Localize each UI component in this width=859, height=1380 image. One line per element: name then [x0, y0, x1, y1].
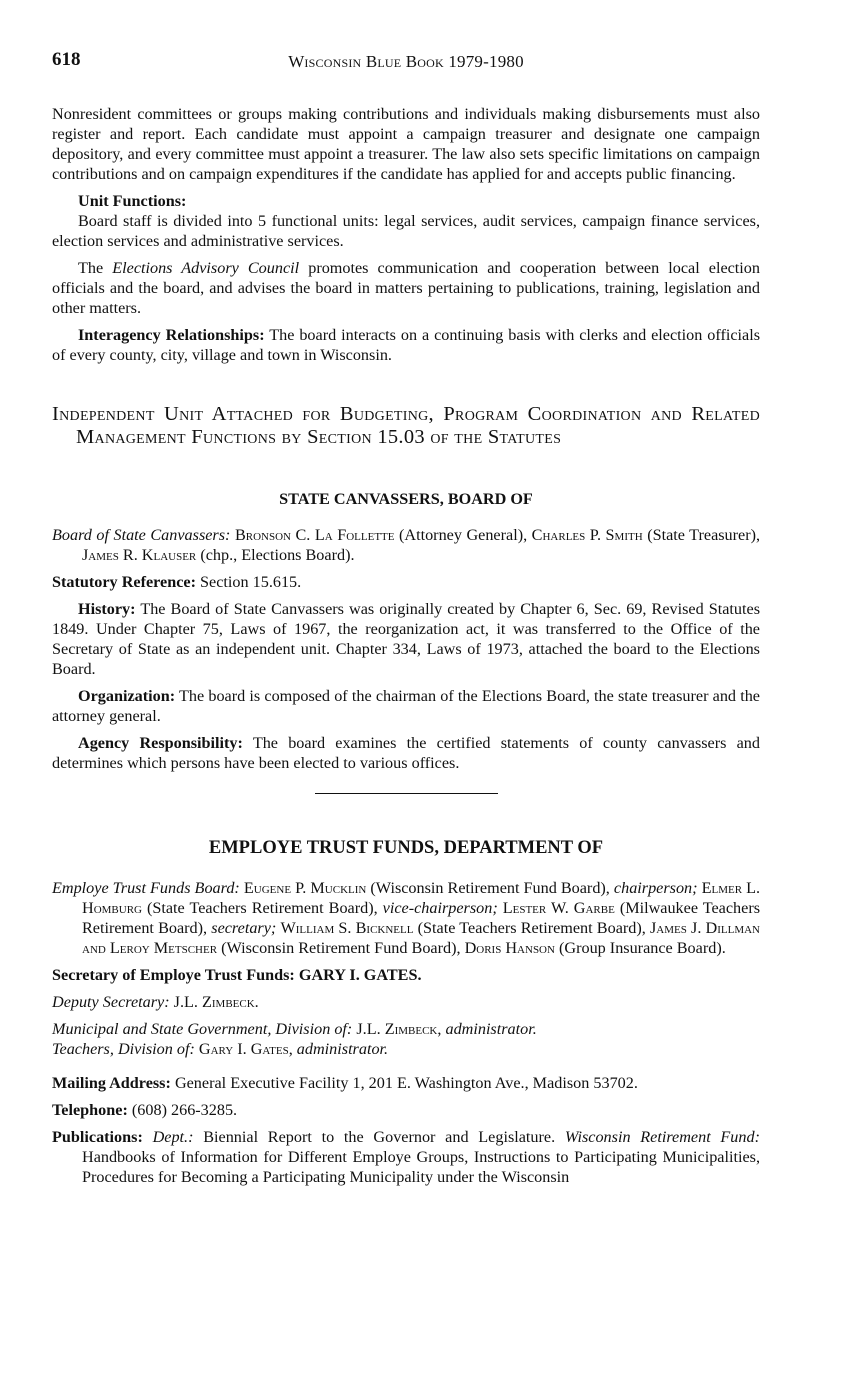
history-text: The Board of State Canvassers was originally created by Chapter 6, Sec. 69, Revised Statutes 1849. Under Chapter 75, Laws of 1967, the reorganization act, it was transferred to the Office of the Secretary of State as an independent unit. Chapter 334, Laws of 1973, attached the board to the Elections Board. — [52, 600, 760, 678]
deputy-label: Deputy Secretary: — [52, 993, 170, 1011]
board-member-org-1: (Wisconsin Retirement Fund Board), — [370, 879, 610, 897]
council-prefix: The — [78, 259, 104, 277]
publications-paragraph — [52, 1127, 760, 1187]
running-head — [52, 50, 760, 74]
canvasser-name-3: James R. Klauser — [82, 546, 197, 564]
mailing-text: General Executive Facility 1, 201 E. Washington Ave., Madison 53702. — [174, 1074, 638, 1092]
teachers-division-line — [52, 1039, 760, 1059]
municipal-name: J.L. Zimbeck, — [356, 1020, 442, 1038]
book-title: Wisconsin Blue Book 1979-1980 — [288, 52, 524, 71]
organization-label: Organization: — [78, 687, 176, 705]
board-member-org-6: (Group Insurance Board). — [559, 939, 726, 957]
canvassers-board — [52, 525, 760, 565]
canvasser-name-2: Charles P. Smith — [531, 526, 643, 544]
organization-text: The board is composed of the chairman of the Elections Board, the state treasurer and the attorney general. — [52, 687, 760, 725]
publications-label: Publications: — [52, 1128, 143, 1146]
board-member-name-1: Eugene P. Mucklin — [243, 879, 367, 897]
deputy-line — [52, 992, 760, 1012]
teachers-label: Teachers, Division of: — [52, 1040, 195, 1058]
section-divider — [315, 793, 498, 794]
trust-funds-title: EMPLOYE TRUST FUNDS, DEPARTMENT OF — [208, 838, 604, 858]
publications-fund-label: Wisconsin Retirement Fund: — [564, 1128, 760, 1146]
interagency-paragraph — [52, 325, 760, 365]
canvasser-role-2: (State Treasurer), — [647, 526, 761, 544]
history-label: History: — [78, 600, 136, 618]
advisory-council-paragraph — [52, 258, 760, 318]
section-heading: Independent Unit Attached for Budgeting, Program Coordination and Related Management Functions by Section 15.03 of the Statutes — [52, 403, 760, 448]
canvassers-title: STATE CANVASSERS, BOARD OF — [279, 490, 533, 508]
secretary-line — [52, 965, 760, 985]
page-number: 618 — [52, 49, 81, 70]
teachers-role: administrator. — [296, 1040, 389, 1058]
responsibility-label: Agency Responsibility: — [78, 734, 243, 752]
municipal-division-line — [52, 1019, 760, 1039]
unit-functions-label: Unit Functions: — [78, 192, 187, 210]
interagency-text: The board interacts on a continuing basis with clerks and election officials of every county, city, village and town in Wisconsin. — [52, 326, 760, 364]
responsibility-paragraph — [52, 733, 760, 773]
statutory-text: Section 15.615. — [200, 573, 302, 591]
interagency-label: Interagency Relationships: — [78, 326, 265, 344]
publications-dept-label: Dept.: — [152, 1128, 194, 1146]
board-member-name-5: James J. Dillman and Leroy Metscher — [82, 919, 760, 957]
canvasser-name-1: Bronson C. La Follette — [234, 526, 395, 544]
telephone-label: Telephone: — [52, 1101, 128, 1119]
responsibility-text: The board examines the certified statements of county canvassers and determines which persons have been elected to various offices. — [52, 734, 760, 772]
secretary-label: Secretary of Employe Trust Funds: — [52, 966, 295, 984]
board-member-name-6: Doris Hanson — [464, 939, 555, 957]
secretary-name: GARY I. GATES. — [298, 966, 422, 984]
unit-functions-heading — [52, 191, 760, 211]
book-page — [52, 50, 760, 1194]
publications-fund-text: Handbooks of Information for Different Employe Groups, Instructions to Participating Municipalities, Procedures for Becoming a Participating Municipality under the Wisconsin — [82, 1148, 760, 1186]
board-member-name-3: Lester W. Garbe — [502, 899, 615, 917]
teachers-name: Gary I. Gates, — [198, 1040, 293, 1058]
history-paragraph — [52, 599, 760, 679]
publications-dept-text: Biennial Report to the Governor and Legislature. — [203, 1128, 556, 1146]
statutory-reference — [52, 572, 760, 592]
board-member-role-3: secretary; — [211, 919, 277, 937]
trust-board-label: Employe Trust Funds Board: — [52, 879, 240, 897]
organization-paragraph — [52, 686, 760, 726]
telephone-text: (608) 266-3285. — [131, 1101, 238, 1119]
board-member-role-2: vice-chairperson; — [382, 899, 498, 917]
municipal-role: administrator. — [445, 1020, 537, 1038]
intro-paragraph: Nonresident committees or groups making contributions and individuals making disbursements must also register and report. Each candidate must appoint a campaign treasurer and designate one campaign depository, and every committee must appoint a treasurer. The law also sets specific limitations on campaign contributions and on campaign expenditures if the candidate has applied for and accepts public financing. — [52, 105, 760, 183]
board-member-org-5: (Wisconsin Retirement Fund Board), — [221, 939, 461, 957]
board-member-role-1: chairperson; — [613, 879, 698, 897]
board-member-org-2: (State Teachers Retirement Board), — [146, 899, 378, 917]
canvassers-board-label: Board of State Canvassers: — [52, 526, 231, 544]
mailing-label: Mailing Address: — [52, 1074, 171, 1092]
trust-funds-board — [52, 878, 760, 958]
board-member-name-2: Elmer L. Homburg — [82, 879, 761, 917]
statutory-label: Statutory Reference: — [52, 573, 196, 591]
canvasser-role-1: (Attorney General), — [399, 526, 528, 544]
municipal-label: Municipal and State Government, Division of: — [52, 1020, 353, 1038]
council-text: promotes communication and cooperation between local election officials and the board, and advises the board in matters pertaining to publications, training, legislation and other matters. — [52, 259, 760, 317]
board-member-org-3: (Milwaukee Teachers Retirement Board), — [82, 899, 761, 937]
board-member-name-4: William S. Bicknell — [280, 919, 414, 937]
mailing-address-line — [52, 1073, 760, 1093]
board-member-org-4: (State Teachers Retirement Board), — [417, 919, 646, 937]
deputy-name: J.L. Zimbeck. — [173, 993, 259, 1011]
council-name: Elections Advisory Council — [112, 259, 300, 277]
canvasser-role-3: (chp., Elections Board). — [200, 546, 355, 564]
telephone-line — [52, 1100, 760, 1120]
unit-functions-text: Board staff is divided into 5 functional units: legal services, audit services, campaign finance services, election services and administrative services. — [52, 212, 760, 250]
